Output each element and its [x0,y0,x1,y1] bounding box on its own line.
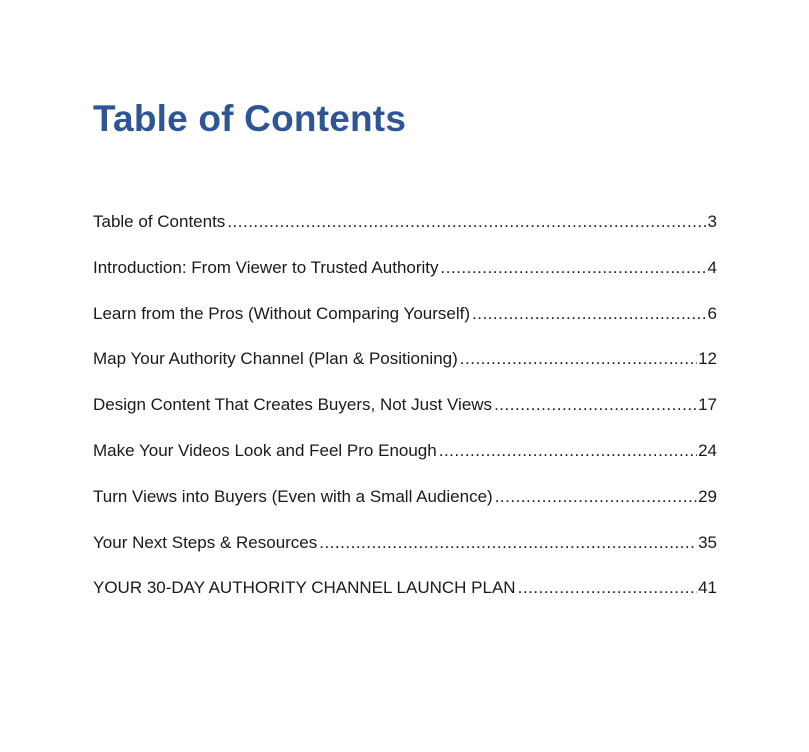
toc-entry[interactable] [93,487,717,533]
toc-entry[interactable] [93,533,717,579]
toc-list [93,212,717,624]
toc-page-number: 4 [707,257,717,277]
toc-entry[interactable] [93,258,717,304]
toc-entry-text: Introduction: From Viewer to Trusted Authority [93,257,439,277]
dot-leader [227,212,706,232]
toc-page-number: 6 [707,303,717,323]
page-title: Table of Contents [93,98,407,139]
toc-entry-text: Learn from the Pros (Without Comparing Yourself) [93,303,471,323]
dot-leader [494,395,697,415]
toc-entry-text: Map Your Authority Channel (Plan & Positioning) [93,349,458,369]
toc-entry-text: Table of Contents [93,212,226,231]
dot-leader [441,258,707,278]
toc-entry[interactable] [93,578,717,624]
dot-leader [495,487,697,507]
toc-page-number: 29 [698,486,717,506]
dot-leader [472,304,707,324]
toc-page-number: 17 [698,395,717,415]
toc-entry-text: Design Content That Creates Buyers, Not Just Views [93,395,493,415]
toc-page-number: 24 [698,440,717,460]
toc-entry-text: Make Your Videos Look and Feel Pro Enough [93,440,437,460]
toc-entry[interactable] [93,304,717,350]
dot-leader [460,349,697,369]
toc-page-number: 12 [698,349,717,369]
toc-entry[interactable] [93,212,717,258]
toc-entry[interactable] [93,395,717,441]
toc-page-number: 3 [707,212,717,231]
toc-entry[interactable] [93,441,717,487]
dot-leader [319,533,697,553]
toc-entry-text: Your Next Steps & Resources [93,532,318,552]
dot-leader [439,441,697,461]
toc-page-number: 35 [698,532,717,552]
dot-leader [518,578,697,598]
toc-entry-text: YOUR 30-DAY AUTHORITY CHANNEL LAUNCH PLAN [93,578,516,598]
toc-page-number: 41 [698,578,717,598]
toc-entry-text: Turn Views into Buyers (Even with a Small Audience) [93,486,493,506]
toc-entry[interactable] [93,349,717,395]
